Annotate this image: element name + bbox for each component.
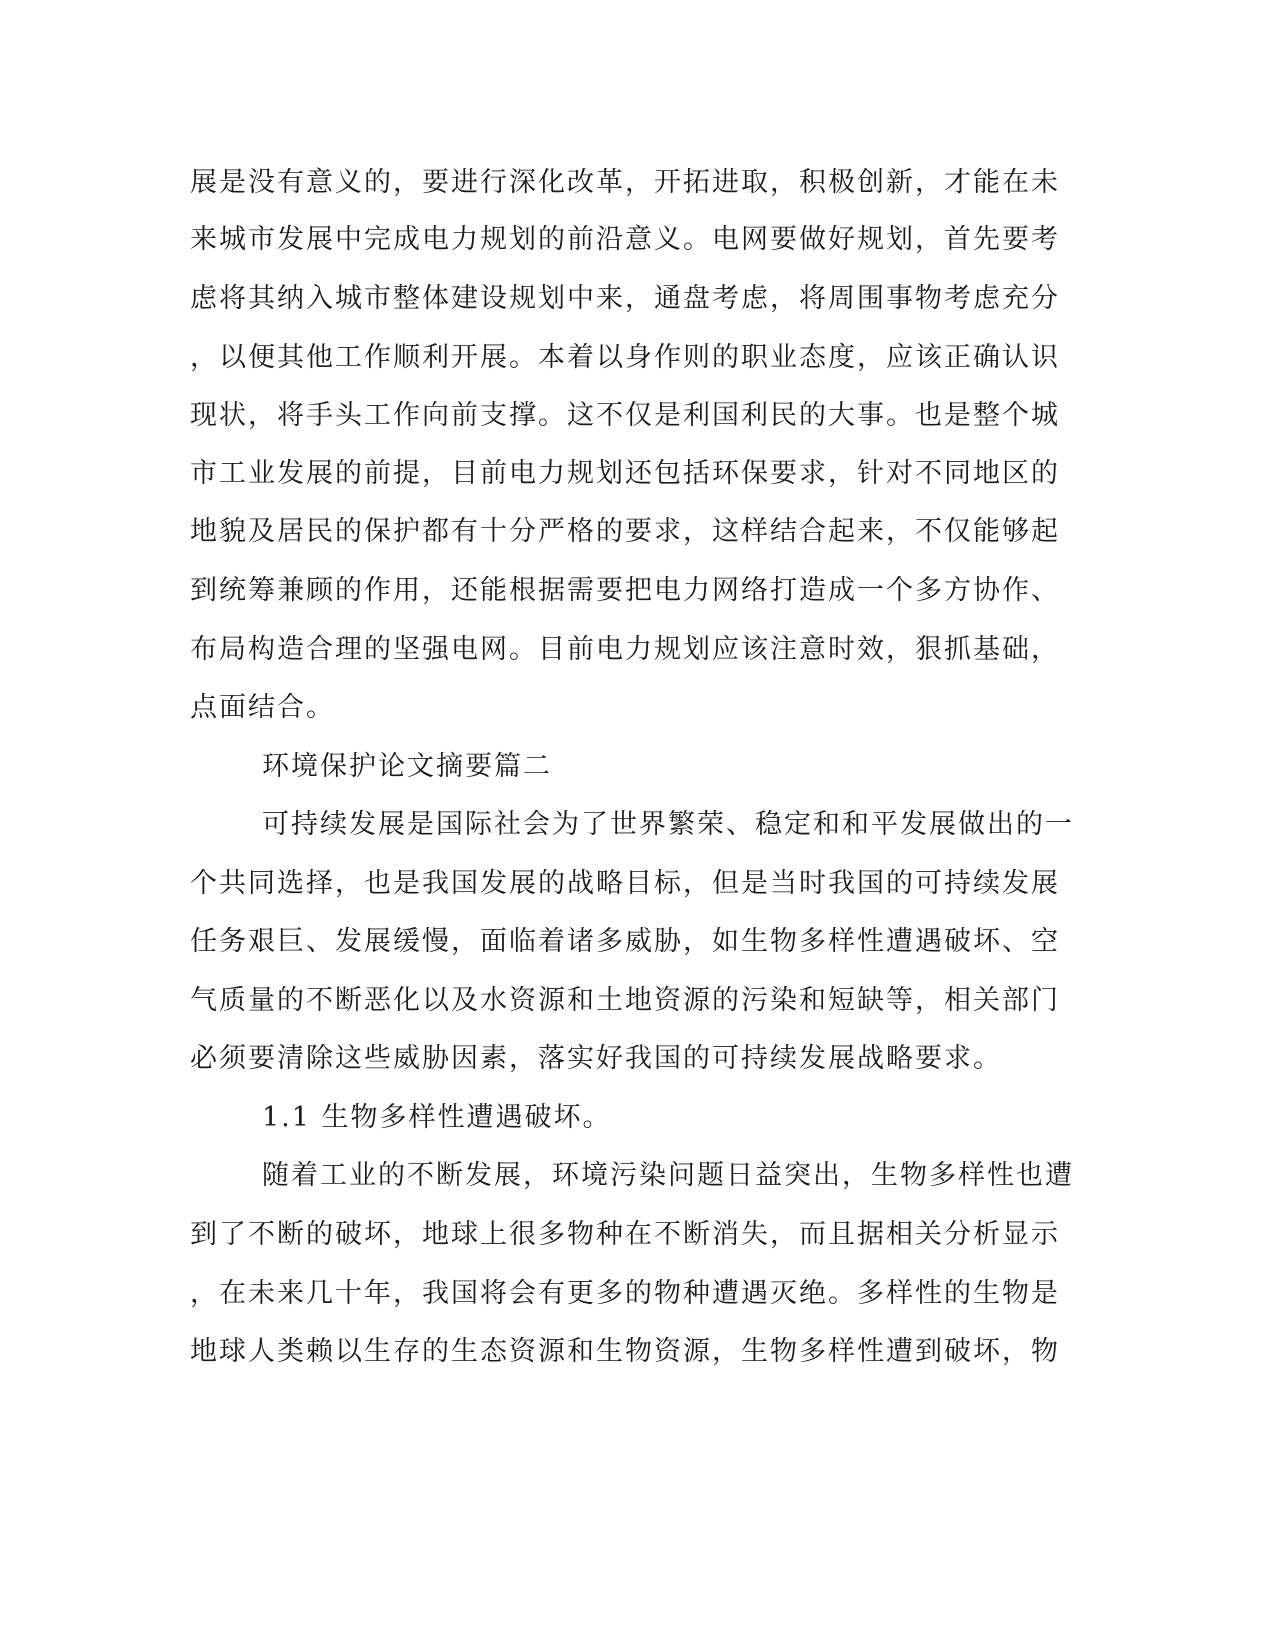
- text-line: 到了不断的破坏，地球上很多物种在不断消失，而且据相关分析显示: [190, 1219, 1060, 1250]
- text-line: 可持续发展是国际社会为了世界繁荣、稳定和和平发展做出的一: [262, 809, 1074, 840]
- text-line: 布局构造合理的坚强电网。目前电力规划应该注意时效，狠抓基础，: [190, 634, 1060, 665]
- text-line: ，以便其他工作顺利开展。本着以身作则的职业态度，应该正确认识: [190, 342, 1060, 373]
- text-line: 到统筹兼顾的作用，还能根据需要把电力网络打造成一个多方协作、: [190, 575, 1060, 606]
- text-line: 来城市发展中完成电力规划的前沿意义。电网要做好规划，首先要考: [190, 224, 1060, 255]
- text-line: 展是没有意义的，要进行深化改革，开拓进取，积极创新，才能在未: [190, 167, 1060, 198]
- text-line: 市工业发展的前提，目前电力规划还包括环保要求，针对不同地区的: [190, 458, 1060, 489]
- text-line: 点面结合。: [190, 692, 335, 723]
- text-line: 随着工业的不断发展，环境污染问题日益突出，生物多样性也遭: [262, 1160, 1074, 1191]
- subheading: 1.1 生物多样性遭遇破坏。: [262, 1102, 612, 1133]
- text-line: 现状，将手头工作向前支撑。这不仅是利国利民的大事。也是整个城: [190, 400, 1060, 431]
- text-line: 虑将其纳入城市整体建设规划中来，通盘考虑，将周围事物考虑充分: [190, 283, 1060, 314]
- text-line: 必须要清除这些威胁因素，落实好我国的可持续发展战略要求。: [190, 1043, 1002, 1074]
- text-line: 地球人类赖以生存的生态资源和生物资源，生物多样性遭到破坏，物: [190, 1336, 1060, 1367]
- text-line: 地貌及居民的保护都有十分严格的要求，这样结合起来，不仅能够起: [190, 516, 1060, 547]
- text-line: 气质量的不断恶化以及水资源和土地资源的污染和短缺等，相关部门: [190, 985, 1060, 1016]
- text-line: 个共同选择，也是我国发展的战略目标，但是当时我国的可持续发展: [190, 868, 1060, 899]
- text-line: 任务艰巨、发展缓慢，面临着诸多威胁，如生物多样性遭遇破坏、空: [190, 926, 1060, 957]
- section-heading: 环境保护论文摘要篇二: [262, 751, 552, 782]
- text-line: ，在未来几十年，我国将会有更多的物种遭遇灭绝。多样性的生物是: [190, 1278, 1060, 1309]
